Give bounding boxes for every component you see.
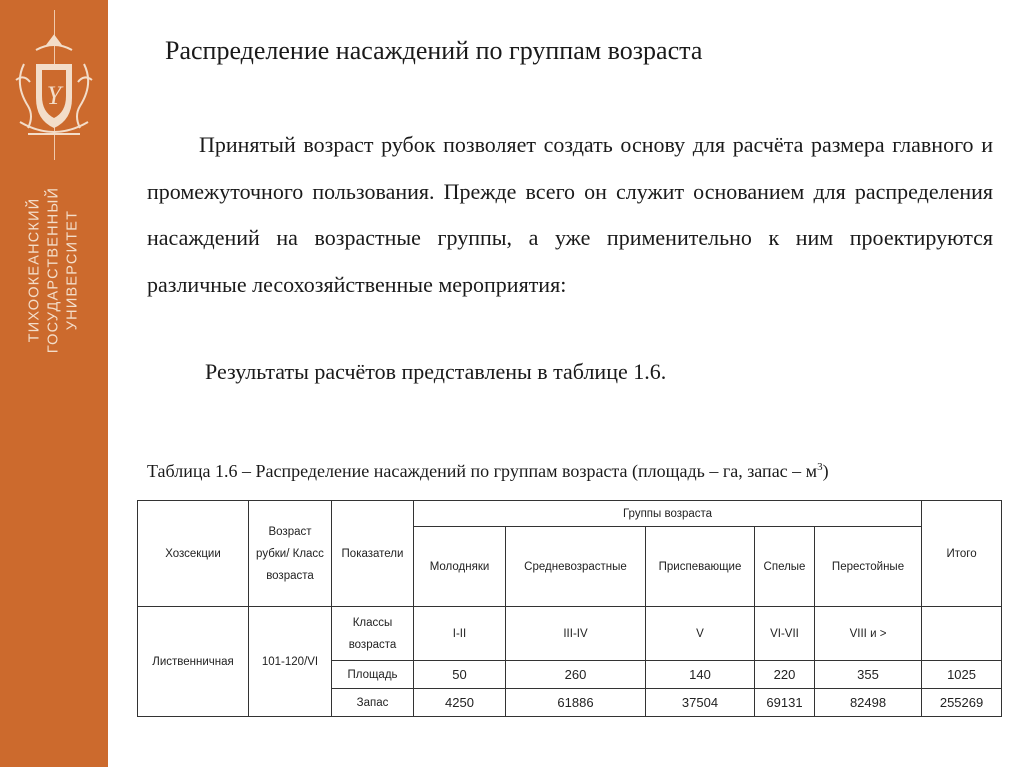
group-name: Молодняки: [414, 527, 506, 607]
table-row: [138, 607, 1002, 661]
table-cell: 260: [506, 661, 646, 689]
table-cell: III-IV: [506, 607, 646, 661]
age-cell: 101-120/VI: [249, 607, 332, 717]
caption-end: ): [822, 461, 829, 481]
university-name-line3: УНИВЕРСИТЕТ: [64, 209, 81, 331]
header-indicator: Показатели: [332, 501, 414, 607]
group-name: Спелые: [755, 527, 815, 607]
group-name: Приспевающие: [646, 527, 755, 607]
university-name-line2: ГОСУДАРСТВЕННЫЙ: [45, 186, 62, 354]
header-age: Возраст рубки/ Класс возраста: [249, 501, 332, 607]
results-paragraph: Результаты расчётов представлены в таблице 1.6.: [205, 359, 667, 384]
sidebar: [0, 0, 108, 767]
row-label: Классы возраста: [332, 607, 414, 661]
university-name-line1: ТИХООКЕАНСКИЙ: [26, 197, 43, 343]
svg-text:Y: Y: [46, 81, 62, 110]
section-cell: Лиственничная: [138, 607, 249, 717]
slide-title: Распределение насаждений по группам возраста: [165, 36, 703, 65]
intro-paragraph: Принятый возраст рубок позволяет создать основу для расчёта размера главного и промежуточного пользования. Прежде всего он служит основанием для распределения насаждений на возрастные группы, а уже применительно к ним проектируются различные лесохозяйственные мероприятия:: [147, 132, 993, 297]
table-cell: 50: [414, 661, 506, 689]
table-caption: [147, 461, 829, 482]
table-cell: VIII и >: [815, 607, 922, 661]
table-cell: 69131: [755, 689, 815, 717]
table-cell: 355: [815, 661, 922, 689]
group-name: Перестойные: [815, 527, 922, 607]
table-cell: 37504: [646, 689, 755, 717]
table-cell-total: 255269: [922, 689, 1002, 717]
table-header-row: [138, 501, 1002, 527]
table-cell-total: 1025: [922, 661, 1002, 689]
table-cell: VI-VII: [755, 607, 815, 661]
row-label: Запас: [332, 689, 414, 717]
table-cell: 140: [646, 661, 755, 689]
university-name: [26, 187, 83, 353]
header-section: Хозсекции: [138, 501, 249, 607]
header-total: Итого: [922, 501, 1002, 607]
row-label: Площадь: [332, 661, 414, 689]
table-cell: V: [646, 607, 755, 661]
header-groups: Группы возраста: [414, 501, 922, 527]
table-cell: 61886: [506, 689, 646, 717]
table-cell: 82498: [815, 689, 922, 717]
table-cell: 220: [755, 661, 815, 689]
age-groups-table: [137, 500, 1002, 717]
table-cell: I-II: [414, 607, 506, 661]
table-caption-text: Таблица 1.6 – Распределение насаждений по группам возраста (площадь – га, запас – м: [147, 461, 818, 481]
table-cell-total: [922, 607, 1002, 661]
caption-superscript: 3: [817, 461, 823, 473]
group-name: Средневозрастные: [506, 527, 646, 607]
university-crest-icon: [6, 30, 102, 150]
table-cell: 4250: [414, 689, 506, 717]
